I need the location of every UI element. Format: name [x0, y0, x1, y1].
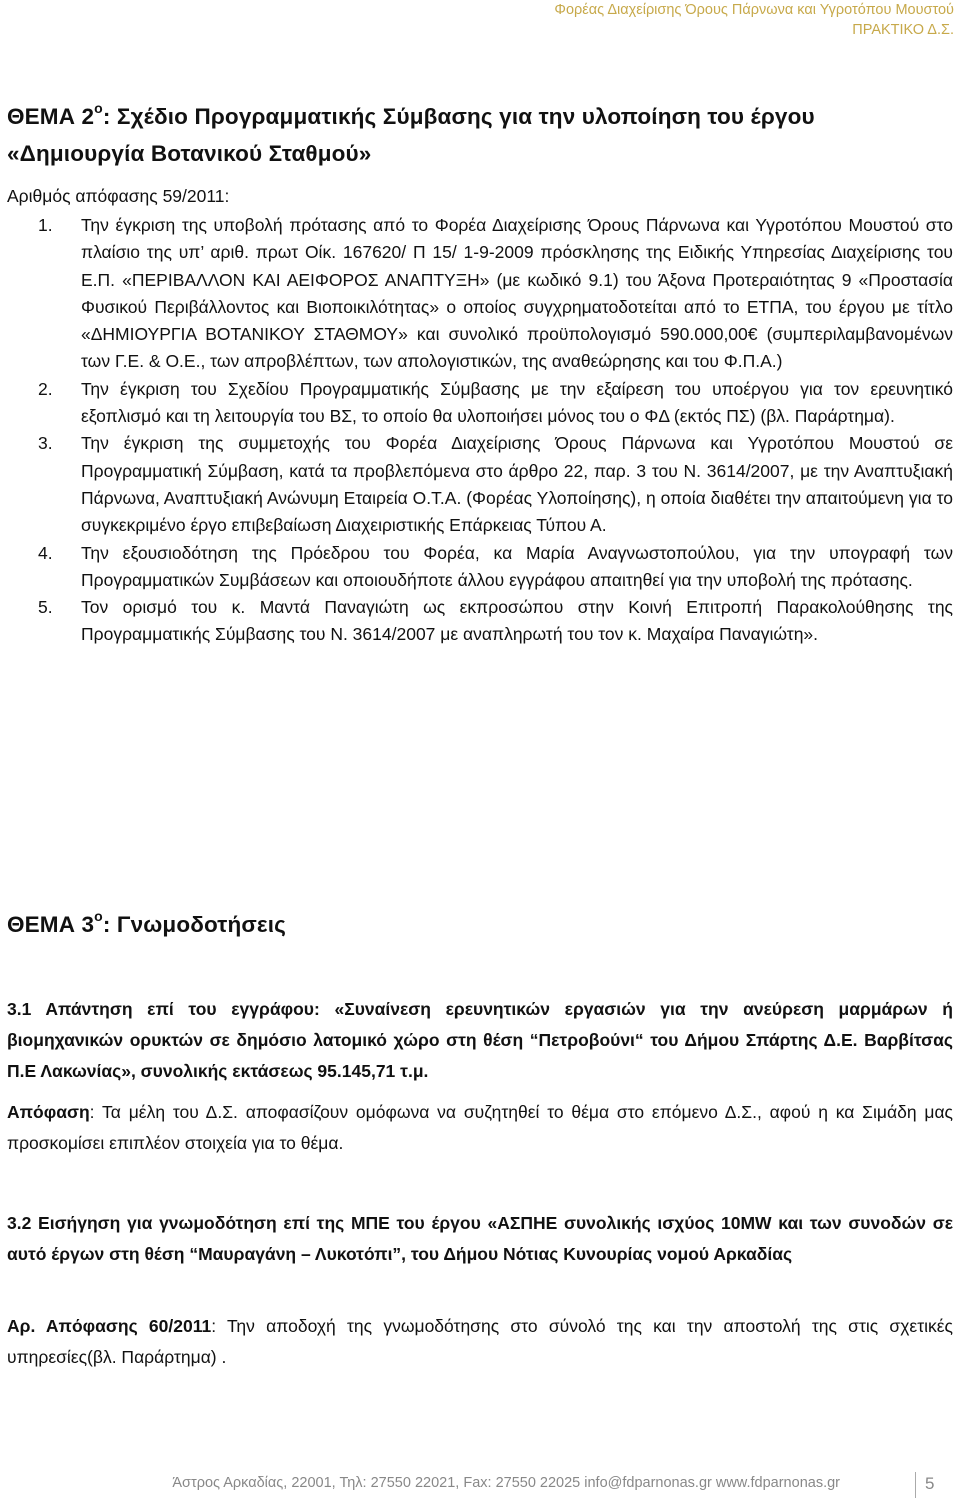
- list-item: [38, 430, 953, 539]
- page-footer: [0, 1472, 960, 1500]
- list-item-text: Τον ορισμό του κ. Μαντά Παναγιώτη ως εκπροσώπου στην Κοινή Επιτροπή Παρακολούθησης της Προγραμματικής Σύμβασης του Ν. 3614/2007 με αναπληρωτή του τον κ. Μαχαίρα Παναγιώτη».: [81, 597, 953, 645]
- footer-address: Άστρος Αρκαδίας, 22001, Τηλ: 27550 22021, Fax: 27550 22025 info@fdparnonas.gr www.fdparnonas.gr: [172, 1475, 840, 1491]
- list-item-number: 5.: [38, 597, 53, 618]
- list-item-number: 4.: [38, 542, 53, 563]
- page-number: 5: [925, 1474, 935, 1493]
- list-item-number: 2.: [38, 378, 53, 399]
- theme2-title-sup: ο: [94, 100, 103, 116]
- list-item-text: Την εξουσιοδότηση της Πρόεδρου του Φορέα, κα Μαρία Αναγνωστοπούλου, για την υπογραφή των Προγραμματικών Συμβάσεων και οποιουδήποτε άλλου εγγράφου απαιτηθεί για την υποβολή της πρότασης.: [81, 542, 953, 590]
- section-3-1-decision-text: : Τα μέλη του Δ.Σ. αποφασίζουν ομόφωνα να συζητηθεί το θέμα στο επόμενο Δ.Σ., αφού η κα Σιμάδη μας προσκομίσει επιπλέον στοιχεία για το θέμα.: [7, 1102, 953, 1153]
- list-item-number: 3.: [38, 433, 53, 454]
- section-3-2-heading: 3.2 Εισήγηση για γνωμοδότηση επί της ΜΠΕ του έργου «ΑΣΠΗΕ συνολικής ισχύος 10MW και των συνοδών σε αυτό έργων στη θέση “Μαυραγάνη – Λυκοτόπι”, του Δήμου Νότιας Κυνουρίας νομού Αρκαδίας: [7, 1213, 953, 1264]
- list-item: [38, 376, 953, 431]
- footer-divider: [915, 1472, 916, 1498]
- section-3-2-decision-label: Αρ. Απόφασης 60/2011: [7, 1316, 212, 1336]
- theme2-title-b: : Σχέδιο Προγραμματικής Σύμβασης για την υλοποίηση του έργου: [102, 104, 815, 129]
- header-org-name: Φορέας Διαχείρισης Όρους Πάρνωνα και Υγροτόπου Μουστού: [554, 2, 954, 18]
- theme3-title: [7, 908, 286, 938]
- list-item-text: Την έγκριση του Σχεδίου Προγραμματικής Σύμβασης με την εξαίρεση του υποέργου για τον ερευνητικό εξοπλισμό και τη λειτουργία του ΒΣ, το οποίο θα υλοποιήσει μόνος του ο ΦΔ (εκτός ΠΣ) (βλ. Παράρτημα).: [81, 378, 953, 427]
- theme2-title-line2: «Δημιουργία Βοτανικού Σταθμού»: [7, 141, 372, 166]
- list-item-text: Την έγκριση της υποβολή πρότασης από το Φορέα Διαχείρισης Όρους Πάρνωνα και Υγροτόπου Μουστού στο πλαίσιο της υπ’ αριθ. πρωτ Οίκ. 167620/ Π 15/ 1-9-2009 πρόσκλησης της Ειδικής Υπηρεσίας Διαχείρισης του Ε.Π. «ΠΕΡΙΒΑΛΛΟΝ ΚΑΙ ΑΕΙΦΟΡΟΣ ΑΝΑΠΤΥΞΗ» (με κωδικό 9.1) του Άξονα Προτεραιότητας 9 «Προστασία Φυσικού Περιβάλλοντος και Βιοποικιλότητας» ο οποίος συγχρηματοδοτείται από το ΕΤΠΑ, του έργου με τίτλο «ΔΗΜΙΟΥΡΓΙΑ ΒΟΤΑΝΙΚΟΥ ΣΤΑΘΜΟΥ» και συνολικό προϋπολογισμό 590.000,00€ (συμπεριλαμβανομένων των Γ.Ε. & Ο.Ε., των απροβλέπτων, των απολογιστικών, της αναθεώρησης και του Φ.Π.Α.): [81, 215, 953, 372]
- theme2-title-a: ΘΕΜΑ 2: [7, 104, 95, 129]
- list-item: [38, 212, 953, 376]
- section-3-1-decision-label: Απόφαση: [7, 1102, 90, 1122]
- theme2-decision-list: [38, 212, 953, 649]
- list-item-text: Την έγκριση της συμμετοχής του Φορέα Διαχείρισης Όρους Πάρνωνα και Υγροτόπου Μουστού σε Προγραμματική Σύμβαση, κατά τα προβλεπόμενα στο άρθρο 22, παρ. 3 του Ν. 3614/2007, με την Αναπτυξιακή Πάρνωνα, Αναπτυξιακή Ανώνυμη Εταιρεία Ο.Τ.Α. (Φορέας Υλοποίησης), η οποία διαθέτει την απαιτούμενη για το συγκεκριμένο έργο επιβεβαίωση Διαχειριστικής Επάρκειας Τύπου Α.: [81, 433, 953, 536]
- theme2-title: [7, 100, 815, 130]
- section-3-1-heading: 3.1 Απάντηση επί του εγγράφου: «Συναίνεση ερευνητικών εργασιών για την ανεύρεση μαρμάρων ή βιομηχανικών ορυκτών σε δημόσιο λατομικό χώρο στη θέση “Πετροβούνι“ του Δήμου Σπάρτης Δ.Ε. Βαρβίτσας Π.Ε Λακωνίας», συνολικής εκτάσεως 95.145,71 τ.μ.: [7, 999, 953, 1081]
- theme3-title-a: ΘΕΜΑ 3: [7, 912, 95, 937]
- section-3-1-decision: [7, 1097, 953, 1159]
- list-item: [38, 540, 953, 595]
- theme3-title-sup: ο: [94, 908, 103, 924]
- section-3-2-decision: [7, 1311, 953, 1373]
- list-item: [38, 594, 953, 649]
- header-doc-type: ΠΡΑΚΤΙΚΟ Δ.Σ.: [852, 22, 954, 38]
- section-3-2-decision-text: : Την αποδοχή της γνωμοδότησης στο σύνολό της και την αποστολή της στις σχετικές υπηρεσίες(βλ. Παράρτημα) .: [7, 1316, 953, 1367]
- theme3-title-b: : Γνωμοδοτήσεις: [102, 912, 286, 937]
- theme2-decision-label: Αριθμός απόφασης 59/2011:: [7, 186, 230, 206]
- list-item-number: 1.: [38, 215, 53, 235]
